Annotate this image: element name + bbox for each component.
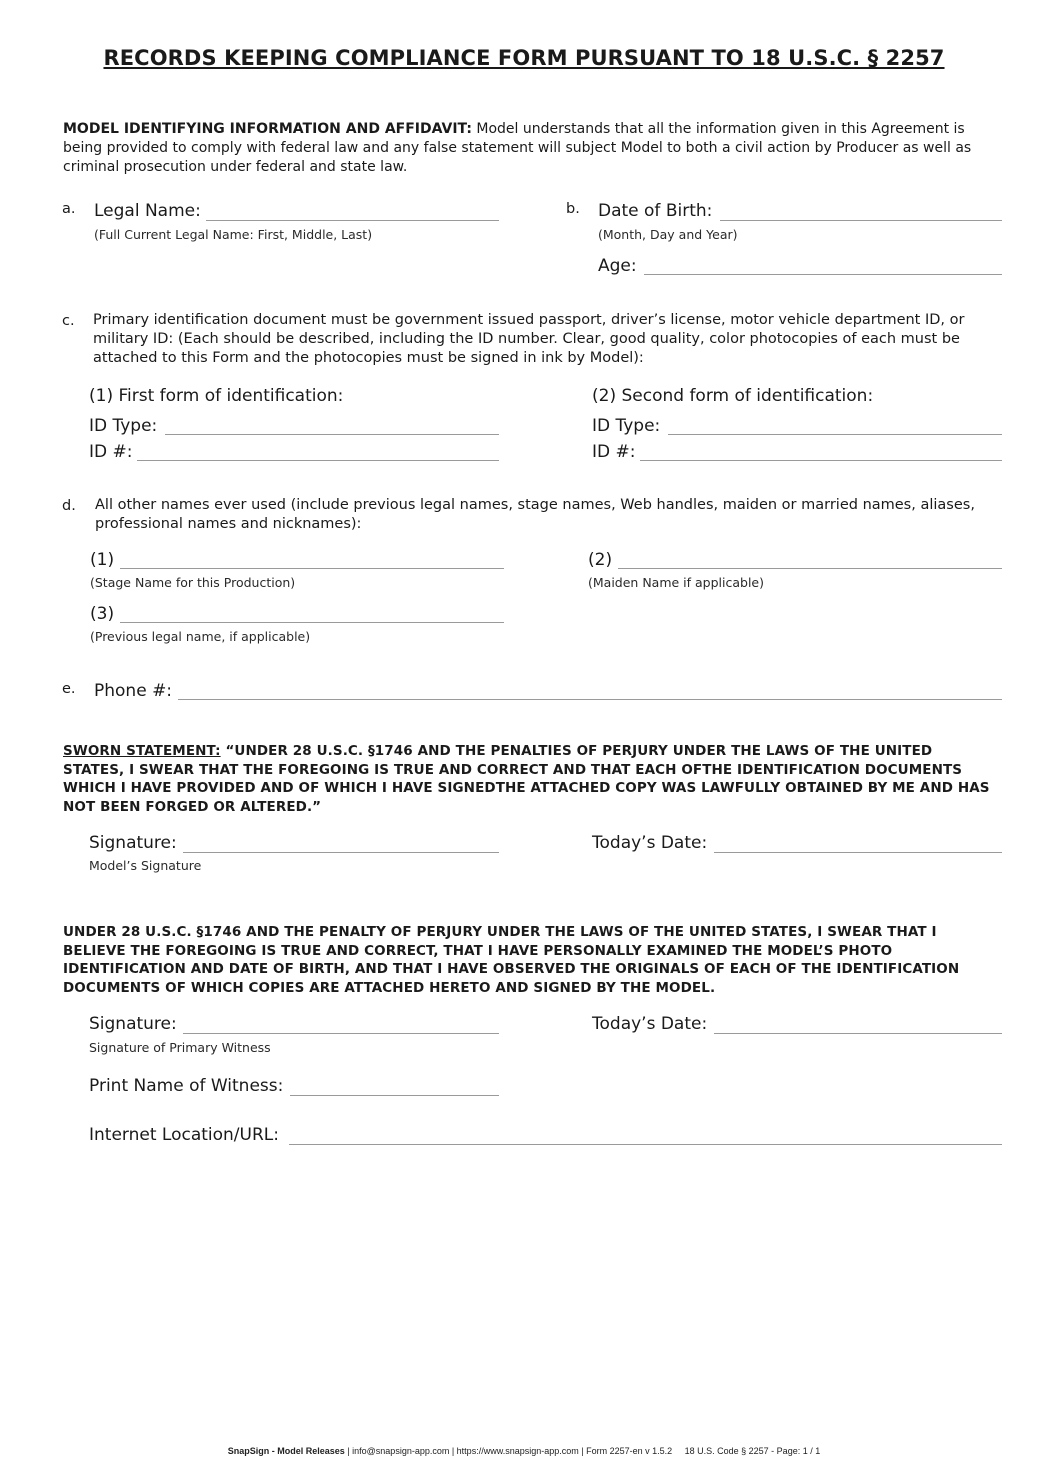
other-name-2-field[interactable] xyxy=(618,568,1002,569)
phone-label: Phone #: xyxy=(94,681,173,701)
intro-heading: MODEL IDENTIFYING INFORMATION AND AFFIDAVIT: xyxy=(63,121,472,137)
section-d-text: All other names ever used (include previous legal names, stage names, Web handles, maiden or married names, aliases, professional names and nicknames): xyxy=(95,497,975,532)
footer-info: | info@snapsign-app.com | https://www.snapsign-app.com | Form 2257-en v 1.5.2 18 U.S. Code § 2257 - Page: 1 / 1 xyxy=(344,1446,821,1456)
witness-date-label: Today’s Date: xyxy=(592,1014,708,1034)
internet-url-field[interactable] xyxy=(289,1144,1002,1145)
section-c-letter: c. xyxy=(62,313,75,329)
legal-name-label: Legal Name: xyxy=(94,201,201,221)
first-id-number-label: ID #: xyxy=(89,442,133,462)
sworn-statement xyxy=(63,742,993,816)
age-field[interactable] xyxy=(644,274,1002,275)
other-name-1-label: (1) xyxy=(90,550,115,570)
second-id-number-field[interactable] xyxy=(640,460,1002,461)
phone-field[interactable] xyxy=(178,699,1002,700)
other-name-2-hint: (Maiden Name if applicable) xyxy=(588,575,764,590)
witness-date-field[interactable] xyxy=(714,1033,1002,1034)
sworn-text: “UNDER 28 U.S.C. §1746 AND THE PENALTIES OF PERJURY UNDER THE LAWS OF THE UNITED STATES, I SWEAR THAT THE FOREGOING IS TRUE AND CORRECT AND THAT EACH OFTHE IDENTIFICATION DOCUMENTS WHICH I HAVE PROVIDED AND OF WHICH I HAVE SIGNEDTHE ATTACHED COPY WAS LAWFULLY OBTAINED BY ME AND HAS NOT BEEN FORGED OR ALTERED.” xyxy=(63,743,990,815)
other-name-3-hint: (Previous legal name, if applicable) xyxy=(90,629,311,644)
sworn-heading: SWORN STATEMENT: xyxy=(63,743,221,759)
first-id-number-field[interactable] xyxy=(137,460,499,461)
internet-url-label: Internet Location/URL: xyxy=(89,1125,279,1145)
other-name-3-field[interactable] xyxy=(120,622,504,623)
first-id-heading: (1) First form of identification: xyxy=(89,386,344,406)
page-footer xyxy=(0,1446,1048,1456)
witness-signature-label: Signature: xyxy=(89,1014,177,1034)
section-c-text: Primary identification document must be government issued passport, driver’s license, motor vehicle department ID, or military ID: (Each should be described, including the ID number. Clear, good quality, color photocopies of each must be attached to this Form and the photocopies must be signed in ink by Model): xyxy=(93,312,965,366)
witness-signature-hint: Signature of Primary Witness xyxy=(89,1040,271,1055)
legal-name-hint: (Full Current Legal Name: First, Middle, Last) xyxy=(94,227,373,242)
other-name-1-field[interactable] xyxy=(120,568,504,569)
model-signature-hint: Model’s Signature xyxy=(89,858,202,873)
footer-brand: SnapSign - Model Releases xyxy=(227,1446,345,1456)
section-b-letter: b. xyxy=(566,201,580,217)
other-name-3-label: (3) xyxy=(90,604,115,624)
model-signature-field[interactable] xyxy=(183,852,499,853)
witness-print-name-label: Print Name of Witness: xyxy=(89,1076,284,1096)
section-a-letter: a. xyxy=(62,201,76,217)
section-d-letter: d. xyxy=(62,498,76,514)
second-id-type-field[interactable] xyxy=(668,434,1002,435)
age-label: Age: xyxy=(598,256,637,276)
witness-print-name-field[interactable] xyxy=(290,1095,499,1096)
dob-hint: (Month, Day and Year) xyxy=(598,227,738,242)
section-e-letter: e. xyxy=(62,681,76,697)
dob-label: Date of Birth: xyxy=(598,201,713,221)
second-id-type-label: ID Type: xyxy=(592,416,661,436)
other-name-2-label: (2) xyxy=(588,550,613,570)
other-name-1-hint: (Stage Name for this Production) xyxy=(90,575,296,590)
first-id-type-field[interactable] xyxy=(165,434,499,435)
intro-text: Model understands that all the information given in this Agreement is being provided to comply with federal law and any false statement will subject Model to both a civil action by Producer as well as criminal prosecution under federal and state law. xyxy=(63,121,972,175)
second-id-heading: (2) Second form of identification: xyxy=(592,386,874,406)
model-date-field[interactable] xyxy=(714,852,1002,853)
dob-field[interactable] xyxy=(720,220,1002,221)
model-signature-label: Signature: xyxy=(89,833,177,853)
model-date-label: Today’s Date: xyxy=(592,833,708,853)
legal-name-field[interactable] xyxy=(206,220,499,221)
witness-signature-field[interactable] xyxy=(183,1033,499,1034)
form-title: RECORDS KEEPING COMPLIANCE FORM PURSUANT TO 18 U.S.C. § 2257 xyxy=(103,46,945,70)
second-id-number-label: ID #: xyxy=(592,442,636,462)
first-id-type-label: ID Type: xyxy=(89,416,158,436)
witness-statement: UNDER 28 U.S.C. §1746 AND THE PENALTY OF PERJURY UNDER THE LAWS OF THE UNITED STATES, I SWEAR THAT I BELIEVE THE FOREGOING IS TRUE AND CORRECT, THAT I HAVE PERSONALLY EXAMINED THE MODEL’S PHOTO IDENTIFICATION AND DATE OF BIRTH, AND THAT I HAVE OBSERVED THE ORIGINALS OF EACH OF THE IDENTIFICATION DOCUMENTS OF WHICH COPIES ARE ATTACHED HERETO AND SIGNED BY THE MODEL. xyxy=(63,924,960,996)
intro-paragraph xyxy=(63,120,993,177)
